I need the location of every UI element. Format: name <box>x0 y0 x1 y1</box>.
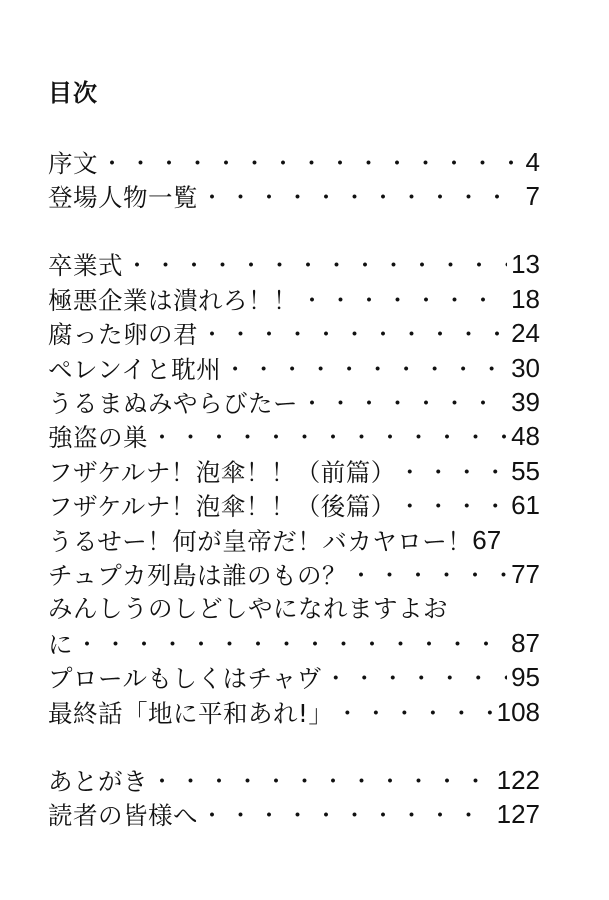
toc-entry[interactable] <box>48 179 540 213</box>
toc-entry-page: 30 <box>511 352 540 383</box>
toc-entry[interactable] <box>48 557 540 591</box>
dot-leader <box>151 421 507 452</box>
toc-entry[interactable] <box>48 385 540 419</box>
page-title: 目次 <box>48 79 98 107</box>
toc-entry-page: 122 <box>496 764 540 795</box>
dot-leader <box>336 697 492 728</box>
toc-entry-page: 39 <box>511 387 540 418</box>
toc-entry[interactable] <box>48 282 540 316</box>
toc-entry-page: 77 <box>511 558 540 589</box>
table-of-contents <box>48 145 540 832</box>
toc-entry-title: 序文 <box>48 148 98 178</box>
toc-entry-page: 24 <box>511 318 540 349</box>
toc-entry-page: 13 <box>511 249 540 280</box>
toc-entry[interactable] <box>48 489 540 523</box>
toc-entry-page: 67 <box>472 524 502 555</box>
toc-entry-page: 95 <box>511 662 540 693</box>
toc-entry-title: 腐った卵の君 <box>48 320 198 350</box>
toc-entry-wrapped[interactable] <box>48 592 540 661</box>
dot-leader <box>201 318 507 349</box>
toc-entry[interactable] <box>48 145 540 179</box>
toc-entry <box>48 626 540 660</box>
toc-entry[interactable] <box>48 523 540 557</box>
toc-entry-page: 108 <box>496 696 540 727</box>
toc-group-back-matter <box>48 763 540 832</box>
toc-entry[interactable] <box>48 351 540 385</box>
toc-entry-title: フザケルナ！泡傘！！（後篇） <box>48 492 396 522</box>
dot-leader <box>101 147 516 178</box>
dot-leader <box>325 662 507 693</box>
dot-leader <box>224 353 507 384</box>
toc-entry-title: 最終話「地に平和あれ!」 <box>48 698 334 728</box>
toc-entry[interactable] <box>48 454 540 488</box>
dot-leader <box>301 387 507 418</box>
dot-leader <box>76 628 507 659</box>
toc-entry[interactable] <box>48 248 540 282</box>
toc-entry-page: 61 <box>511 490 540 521</box>
toc-group-front-matter <box>48 145 540 214</box>
toc-entry-page: 55 <box>511 455 540 486</box>
toc-entry-page: 127 <box>496 799 540 830</box>
toc-entry-title: チュプカ列島は誰のもの？ <box>48 561 348 590</box>
toc-entry-title: ペレンイと耽州 <box>48 354 222 384</box>
toc-entry-title: 極悪企業は潰れろ！！ <box>48 285 298 315</box>
dot-leader <box>201 799 493 830</box>
toc-entry-title: 読者の皆様へ <box>48 801 198 831</box>
toc-entry[interactable] <box>48 798 540 832</box>
dot-leader <box>350 559 507 590</box>
dot-leader <box>201 181 516 212</box>
toc-entry-title: フザケルナ！泡傘！！（前篇） <box>48 457 396 487</box>
toc-entry-title-line1: みんしうのしどしやになれますよお <box>48 593 448 623</box>
toc-entry-title: 卒業式 <box>48 251 123 281</box>
toc-entry-title: プロールもしくはチャヴ <box>48 664 322 694</box>
toc-entry-page: 7 <box>525 181 540 212</box>
toc-entry[interactable] <box>48 763 540 797</box>
dot-leader <box>399 490 507 521</box>
toc-entry[interactable] <box>48 317 540 351</box>
dot-leader <box>151 765 493 796</box>
dot-leader <box>301 284 507 315</box>
toc-entry[interactable] <box>48 660 540 694</box>
toc-entry[interactable] <box>48 695 540 729</box>
toc-group-chapters <box>48 248 540 729</box>
toc-entry-title: あとがき <box>48 766 148 796</box>
toc-entry-page: 18 <box>511 283 540 314</box>
toc-entry-page: 48 <box>511 421 540 452</box>
toc-entry-page: 4 <box>525 146 540 177</box>
toc-entry-title: うるまぬみやらびたー <box>48 389 298 419</box>
toc-entry-page: 87 <box>511 627 540 658</box>
toc-entry-title: 強盗の巣 <box>48 423 148 453</box>
toc-entry-title: 登場人物一覧 <box>48 183 198 213</box>
dot-leader <box>399 456 507 487</box>
toc-entry-title: に <box>48 629 73 659</box>
dot-leader <box>126 249 507 280</box>
toc-entry[interactable] <box>48 420 540 454</box>
toc-entry-title: うるせー！何が皇帝だ！バカヤロー！ <box>48 526 473 556</box>
